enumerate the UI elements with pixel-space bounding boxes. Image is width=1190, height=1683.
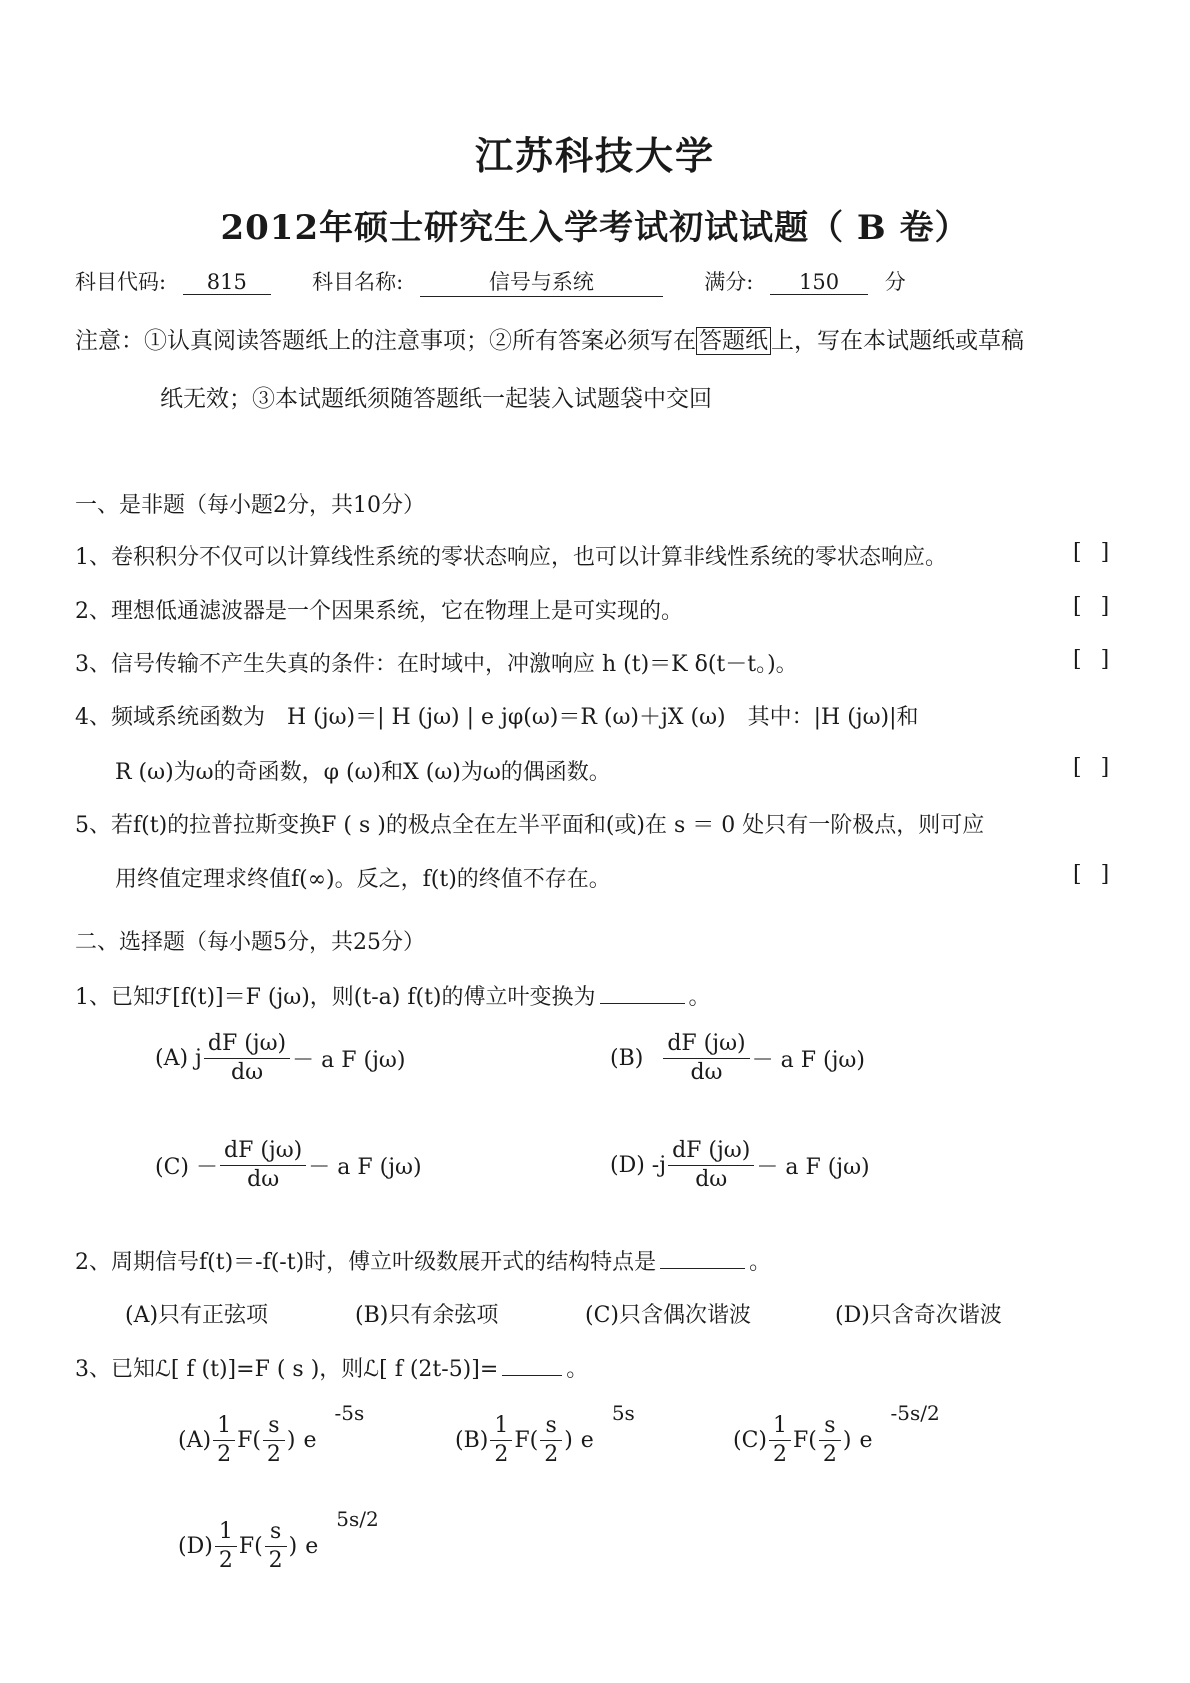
s1-q1-bracket: [ ] <box>1073 540 1116 565</box>
s2-q1-option-b <box>610 1030 865 1087</box>
notice-text-b: 上，写在本试题纸或草稿 <box>771 328 1024 354</box>
score-unit: 分 <box>884 270 906 294</box>
option-c-label: (C) <box>733 1428 767 1453</box>
exponent: 5s <box>611 1400 635 1425</box>
func-f: F <box>793 1428 809 1453</box>
option-d-label: (D) -j <box>610 1153 667 1178</box>
option-d-label: (D) <box>178 1534 213 1559</box>
func-f: F <box>238 1534 255 1559</box>
notice-text-a: 注意：①认真阅读答题纸上的注意事项；②所有答案必须写在 <box>75 328 696 354</box>
option-c-tail: － a F (jω) <box>308 1155 422 1180</box>
fraction-s-half: $\frac{s}{2}$ <box>540 1412 562 1469</box>
notice-line-2: 纸无效；③本试题纸须随答题纸一起装入试题袋中交回 <box>160 386 712 412</box>
s2-q2-option-a: (A)只有正弦项 <box>125 1303 269 1328</box>
s2-q3-option-b: (B) $\frac{1}{2}$ F ( $\frac{s}{2}$ ) e 5s <box>455 1400 635 1467</box>
fraction-half: $\frac{1}{2}$ <box>213 1412 235 1469</box>
exponent: 5s/2 <box>336 1506 379 1531</box>
fraction: $\frac{dF (j\omega)}{d\omega}$ <box>663 1030 749 1087</box>
s2-q1-stem-text: 1、已知ℱ[f(t)]＝F (jω)，则(t-a) f(t)的傅立叶变换为 <box>75 985 596 1010</box>
code-value: 815 <box>183 270 271 295</box>
exp-e: e <box>580 1428 594 1453</box>
fraction: $\frac{dF (j\omega)}{d\omega}$ <box>220 1137 306 1194</box>
s1-q4-line1: 4、频域系统函数为 H (jω)＝| H (jω) | e jφ(ω)＝R (ω)＋jX (ω) 其中：|H (jω)|和 <box>75 705 919 730</box>
option-a-label: (A) <box>178 1428 212 1453</box>
score-value: 150 <box>770 270 868 295</box>
exponent: -5s/2 <box>890 1400 940 1425</box>
section1-title: 一、是非题（每小题2分，共10分） <box>75 493 425 518</box>
s2-q2-option-d: (D)只含奇次谐波 <box>835 1303 1002 1328</box>
s1-q5-bracket: [ ] <box>1073 862 1116 887</box>
option-d-tail: － a F (jω) <box>756 1155 870 1180</box>
func-f: F <box>514 1428 530 1453</box>
s1-q3: 3、信号传输不产生失真的条件：在时域中，冲激响应 h (t)＝K δ(t－t。)。 <box>75 652 798 677</box>
code-label: 科目代码: <box>75 270 167 294</box>
option-c-label: (C) － <box>155 1155 218 1180</box>
notice-boxed-text: 答题纸 <box>696 327 771 355</box>
s2-q1-option-d <box>610 1137 870 1194</box>
s2-q1-stem <box>75 980 711 1011</box>
s1-q5-line1: 5、若f(t)的拉普拉斯变换F ( s )的极点全在左半平面和(或)在 s ＝ 0 处只有一阶极点，则可应 <box>75 813 985 838</box>
option-b-label: (B) <box>610 1046 644 1071</box>
school-name: 江苏科技大学 <box>474 133 715 178</box>
option-b-label: (B) <box>455 1428 489 1453</box>
answer-blank <box>502 1375 562 1376</box>
exp-e: e <box>303 1428 317 1453</box>
s1-q4-line2: R (ω)为ω的奇函数，φ (ω)和X (ω)为ω的偶函数。 <box>115 760 611 785</box>
exp-e: e <box>859 1428 873 1453</box>
s2-q3-stem-end: 。 <box>566 1357 589 1382</box>
s1-q2: 2、理想低通滤波器是一个因果系统，它在物理上是可实现的。 <box>75 599 683 624</box>
fraction-half: $\frac{1}{2}$ <box>490 1412 512 1469</box>
fraction-half: $\frac{1}{2}$ <box>769 1412 791 1469</box>
s2-q2-option-b: (B)只有余弦项 <box>355 1303 499 1328</box>
s2-q1-stem-end: 。 <box>688 985 711 1010</box>
exponent: -5s <box>334 1400 365 1425</box>
s1-q1: 1、卷积积分不仅可以计算线性系统的零状态响应，也可以计算非线性系统的零状态响应。 <box>75 545 948 570</box>
fraction-s-half: $\frac{s}{2}$ <box>819 1412 841 1469</box>
s2-q2-option-c: (C)只含偶次谐波 <box>585 1303 751 1328</box>
name-label: 科目名称: <box>312 270 404 294</box>
subject-meta <box>75 266 906 297</box>
s2-q2-stem-text: 2、周期信号f(t)＝-f(-t)时，傅立叶级数展开式的结构特点是 <box>75 1250 657 1275</box>
option-b-tail: － a F (jω) <box>751 1048 865 1073</box>
s2-q3-option-d: (D) $\frac{1}{2}$ F ( $\frac{s}{2}$ ) e 5s/2 <box>178 1506 379 1573</box>
s2-q3-option-c: (C) $\frac{1}{2}$ F ( $\frac{s}{2}$ ) e -5s/2 <box>733 1400 940 1467</box>
answer-blank <box>600 1003 685 1004</box>
option-a-tail: － a F (jω) <box>292 1048 406 1073</box>
s2-q1-option-c <box>155 1137 422 1194</box>
fraction-s-half: $\frac{s}{2}$ <box>265 1518 287 1575</box>
s2-q3-stem <box>75 1352 588 1383</box>
answer-blank <box>660 1268 745 1269</box>
fraction: $\frac{dF (j\omega)}{d\omega}$ <box>204 1030 290 1087</box>
s2-q3-stem-text: 3、已知ℒ[ f (t)]=F ( s )，则ℒ[ f (2t-5)]= <box>75 1357 499 1382</box>
option-a-label: (A) j <box>155 1046 202 1071</box>
name-value: 信号与系统 <box>420 266 663 297</box>
section2-title: 二、选择题（每小题5分，共25分） <box>75 930 425 955</box>
s2-q3-option-a: (A) $\frac{1}{2}$ F ( $\frac{s}{2}$ ) e -5s <box>178 1400 365 1467</box>
s2-q2-stem-end: 。 <box>749 1250 772 1275</box>
fraction: $\frac{dF (j\omega)}{d\omega}$ <box>668 1137 754 1194</box>
fraction-s-half: $\frac{s}{2}$ <box>263 1412 285 1469</box>
notice-line-1 <box>75 322 1024 355</box>
s1-q5-line2: 用终值定理求终值f(∞)。反之，f(t)的终值不存在。 <box>115 867 611 892</box>
exam-title: 2012年硕士研究生入学考试初试试题（ B 卷） <box>220 208 970 248</box>
s1-q2-bracket: [ ] <box>1073 594 1116 619</box>
score-label: 满分: <box>704 270 754 294</box>
s2-q1-option-a <box>155 1030 405 1087</box>
s1-q4-bracket: [ ] <box>1073 755 1116 780</box>
func-f: F <box>237 1428 253 1453</box>
fraction-half: $\frac{1}{2}$ <box>215 1518 237 1575</box>
exp-e: e <box>305 1534 319 1559</box>
s1-q3-bracket: [ ] <box>1073 647 1116 672</box>
s2-q2-stem <box>75 1245 771 1276</box>
